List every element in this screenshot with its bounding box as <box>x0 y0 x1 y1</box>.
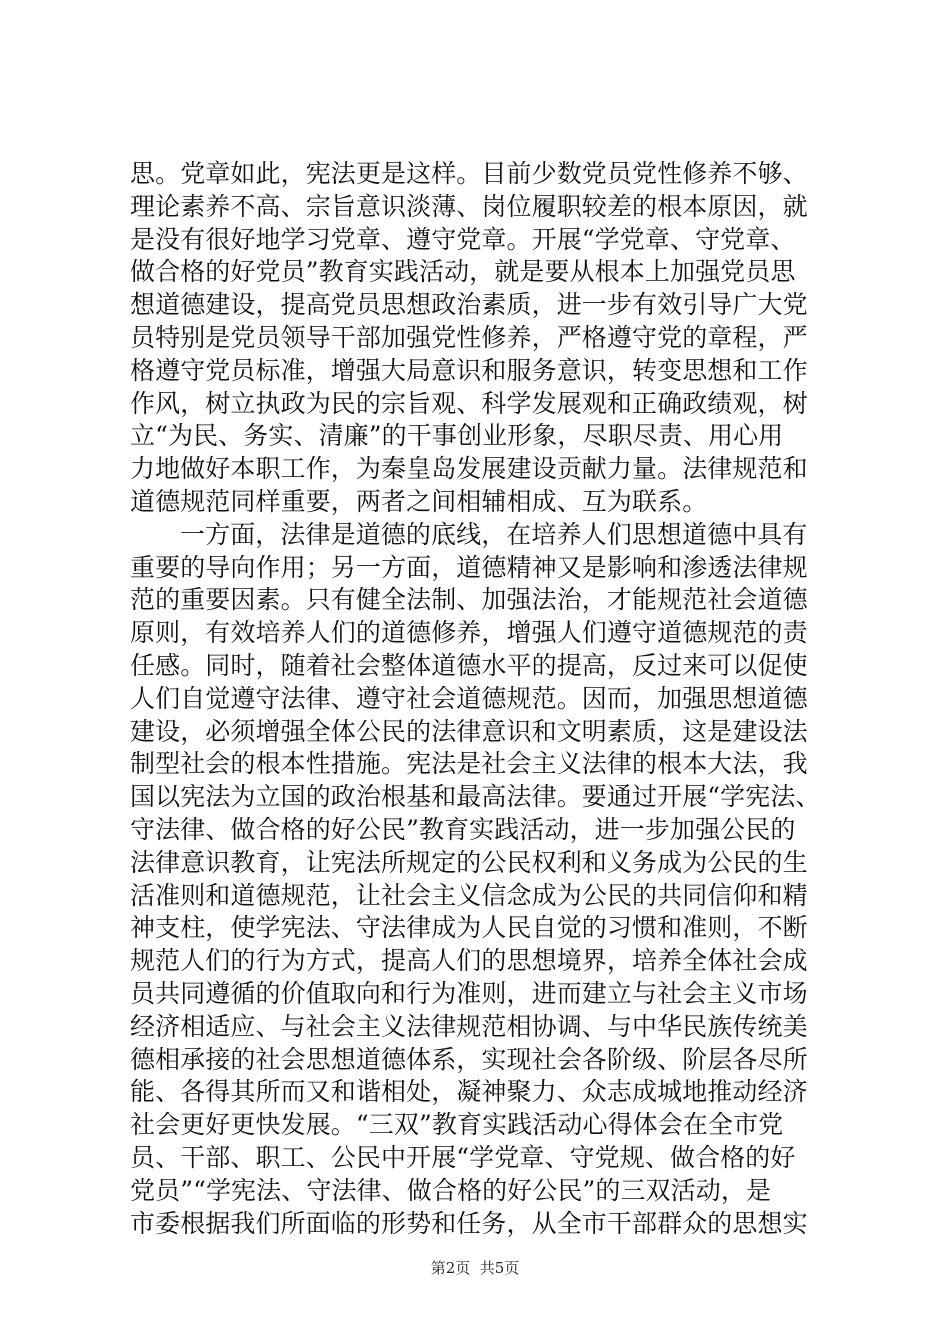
text-line: 经济相适应、与社会主义法律规范相协调、与中华民族传统美 <box>130 1011 808 1041</box>
text-line: 党员”“学宪法、守法律、做合格的好公民”的三双活动，是 <box>130 1175 772 1205</box>
text-line: 理论素养不高、宗旨意识淡薄、岗位履职较差的根本原因，就 <box>130 191 808 221</box>
text-line: 规范人们的行为方式，提高人们的思想境界，培养全体社会成 <box>130 946 808 976</box>
text-line: 守法律、做合格的好公民”教育实践活动，进一步加强公民的 <box>130 814 796 844</box>
page-number-label: 第2页 共5页 <box>430 1259 520 1277</box>
text-line: 员、干部、职工、公民中开展“学党章、守党规、做合格的好 <box>130 1142 796 1172</box>
document-body <box>130 158 830 1240</box>
text-line: 原则，有效培养人们的道德修养，增强人们遵守道德规范的责 <box>130 618 808 648</box>
text-line: 任感。同时，随着社会整体道德水平的提高，反过来可以促使 <box>130 650 808 680</box>
text-line: 神支柱，使学宪法、守法律成为人民自觉的习惯和准则，不断 <box>130 913 808 943</box>
text-line: 想道德建设，提高党员思想政治素质，进一步有效引导广大党 <box>130 290 808 320</box>
text-line: 德相承接的社会思想道德体系，实现社会各阶级、阶层各尽所 <box>130 1044 808 1074</box>
text-line: 是没有很好地学习党章、遵守党章。开展“学党章、守党章、 <box>130 224 796 254</box>
text-line: 国以宪法为立国的政治根基和最高法律。要通过开展“学宪法、 <box>130 782 821 812</box>
text-line: 力地做好本职工作，为秦皇岛发展建设贡献力量。法律规范和 <box>130 454 808 484</box>
page-footer <box>0 1258 950 1278</box>
text-line: 格遵守党员标准，增强大局意识和服务意识，转变思想和工作 <box>130 355 808 385</box>
text-line: 能、各得其所而又和谐相处，凝神聚力、众志成城地推动经济 <box>130 1077 808 1107</box>
paragraph-start-line: 一方面，法律是道德的底线，在培养人们思想道德中具有 <box>180 519 808 549</box>
text-line: 思。党章如此，宪法更是这样。目前少数党员党性修养不够、 <box>130 159 808 188</box>
text-line: 范的重要因素。只有健全法制、加强法治，才能规范社会道德 <box>130 585 808 615</box>
text-line: 立“为民、务实、清廉”的干事创业形象，尽职尽责、用心用 <box>130 421 784 451</box>
text-line: 作风，树立执政为民的宗旨观、科学发展观和正确政绩观，树 <box>130 388 808 418</box>
text-line: 做合格的好党员”教育实践活动，就是要从根本上加强党员思 <box>130 257 796 287</box>
text-line: 社会更好更快发展。“三双”教育实践活动心得体会在全市党 <box>130 1110 784 1140</box>
text-line: 法律意识教育，让宪法所规定的公民权利和义务成为公民的生 <box>130 847 808 877</box>
text-line: 人们自觉遵守法律、遵守社会道德规范。因而，加强思想道德 <box>130 683 808 713</box>
text-line: 活准则和道德规范，让社会主义信念成为公民的共同信仰和精 <box>130 880 808 910</box>
text-line: 重要的导向作用；另一方面，道德精神又是影响和渗透法律规 <box>130 552 808 582</box>
text-line: 制型社会的根本性措施。宪法是社会主义法律的根本大法，我 <box>130 749 808 779</box>
text-line: 市委根据我们所面临的形势和任务，从全市干部群众的思想实 <box>130 1208 808 1238</box>
text-line: 建设，必须增强全体公民的法律意识和文明素质，这是建设法 <box>130 716 808 746</box>
text-line: 员共同遵循的价值取向和行为准则，进而建立与社会主义市场 <box>130 978 808 1008</box>
text-line: 道德规范同样重要，两者之间相辅相成、互为联系。 <box>130 486 708 516</box>
text-line: 员特别是党员领导干部加强党性修养，严格遵守党的章程，严 <box>130 322 808 352</box>
